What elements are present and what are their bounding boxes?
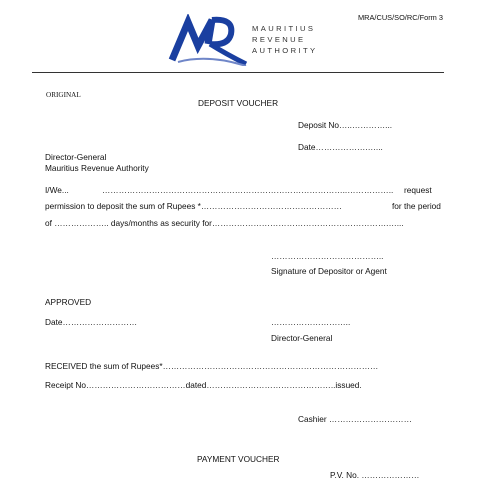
i-we-label: I/We... bbox=[45, 185, 69, 195]
for-the-period: for the period bbox=[392, 201, 441, 211]
logo-text-authority: AUTHORITY bbox=[252, 46, 318, 55]
signature-dots: ………………………………….. bbox=[271, 251, 384, 261]
addressee-org: Mauritius Revenue Authority bbox=[45, 163, 149, 173]
payment-voucher-title: PAYMENT VOUCHER bbox=[197, 454, 280, 464]
approved-label: APPROVED bbox=[45, 297, 92, 307]
header-divider bbox=[32, 72, 444, 73]
request-word: request bbox=[404, 185, 432, 195]
deposit-no: Deposit No…..…………... bbox=[298, 120, 393, 130]
signature-label: Signature of Depositor or Agent bbox=[271, 266, 387, 276]
deposit-date: Date……………….…... bbox=[298, 142, 383, 152]
permission-line: permission to deposit the sum of Rupees *…………………………………………… bbox=[45, 201, 342, 211]
director-general-label: Director-General bbox=[271, 333, 333, 343]
deposit-voucher-title: DEPOSIT VOUCHER bbox=[198, 98, 279, 108]
cashier-line: Cashier ………………………… bbox=[298, 414, 412, 424]
received-line: RECEIVED the sum of Rupees*…………………………………………………………………… bbox=[45, 361, 379, 371]
mra-logo bbox=[168, 14, 248, 66]
receipt-line: Receipt No………………………………dated………………………………………..issued. bbox=[45, 380, 362, 390]
pv-no: P.V. No. ………………… bbox=[330, 470, 420, 480]
director-general-dots: ……………………….. bbox=[271, 317, 351, 327]
addressee-title: Director-General bbox=[45, 152, 107, 162]
name-dots: ……………………………………………………………………………..…………….. bbox=[102, 185, 394, 195]
mra-logo-icon bbox=[168, 14, 248, 66]
logo-text-revenue: REVENUE bbox=[252, 35, 306, 44]
original-label: ORIGINAL bbox=[46, 91, 81, 99]
security-line: of ……………….. days/months as security for……………………………………………………….…... bbox=[45, 218, 404, 228]
form-code: MRA/CUS/SO/RC/Form 3 bbox=[358, 13, 443, 22]
approved-date: Date……………………… bbox=[45, 317, 138, 327]
logo-text-mauritius: MAURITIUS bbox=[252, 24, 316, 33]
